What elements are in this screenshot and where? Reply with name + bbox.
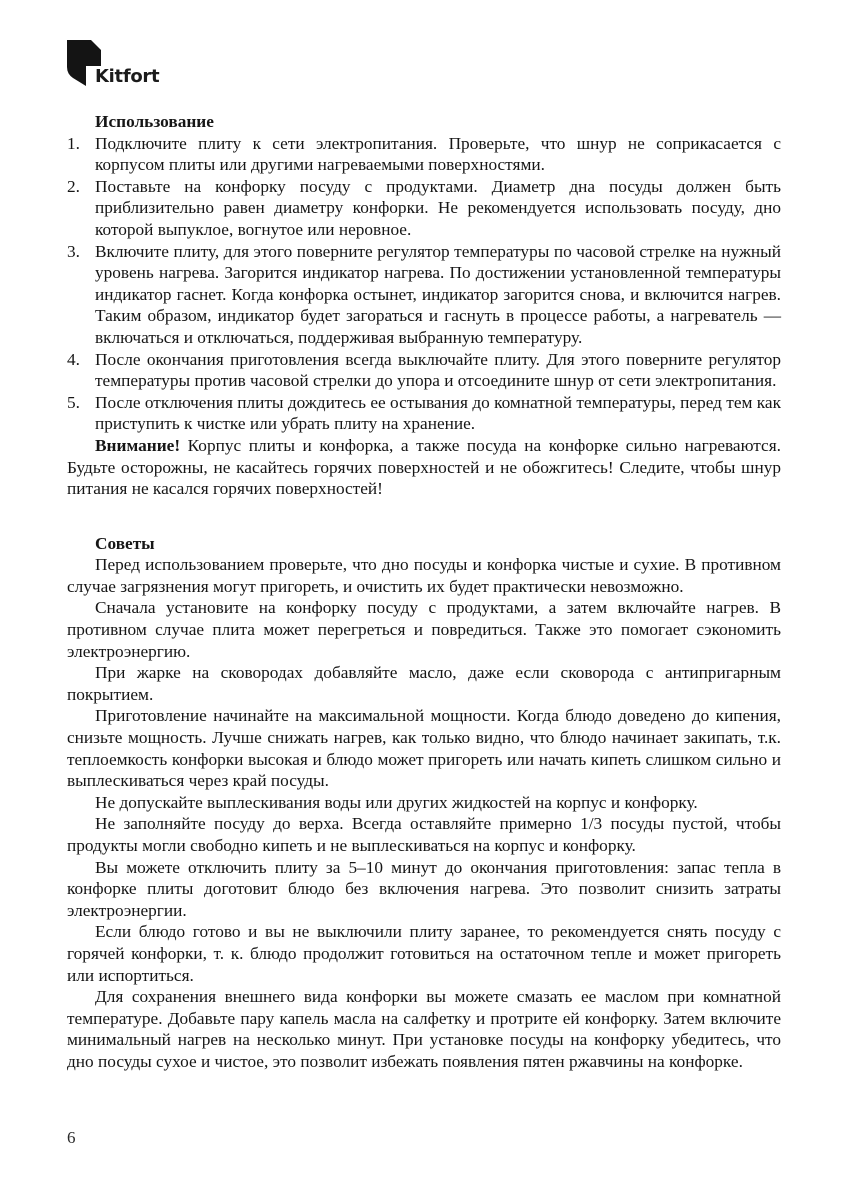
- usage-heading: Использование: [95, 112, 214, 131]
- warning-paragraph: [67, 435, 781, 500]
- list-item-text: Поставьте на конфорку посуду с продуктами. Диаметр дна посуды должен быть приблизительно равен диаметру конфорки. Не рекомендуется использовать посуду, дно которой выпуклое, вогнутое или неровное.: [95, 176, 781, 239]
- tip-paragraph: Приготовление начинайте на максимальной мощности. Когда блюдо доведено до кипения, снизьте мощность. Лучше снижать нагрев, как только видно, что блюдо начинает закипать, т.к. теплоемкость конфорки высокая и блюдо может пригореть или начать кипеть слишком сильно и выплескиваться через край посуды.: [67, 706, 781, 791]
- tips-section: [67, 533, 781, 1073]
- usage-steps-list: [67, 133, 781, 435]
- list-item-text: После окончания приготовления всегда выключайте плиту. Для этого поверните регулятор температуры против часовой стрелки до упора и отсоедините шнур от сети электропитания.: [95, 349, 781, 391]
- tip-paragraph: Сначала установите на конфорку посуду с продуктами, а затем включайте нагрев. В противном случае плита может перегреться и повредиться. Также это помогает сэкономить электроэнергию.: [67, 598, 781, 661]
- list-item-number: 5.: [67, 392, 80, 412]
- tip-paragraph: Не допускайте выплескивания воды или других жидкостей на корпус и конфорку.: [95, 792, 698, 812]
- tip-paragraph: Если блюдо готово и вы не выключили плиту заранее, то рекомендуется снять посуду с горячей конфорки, т. к. блюдо продолжит готовиться на остаточном тепле и может пригореть или испортиться.: [67, 922, 781, 985]
- section-spacer: [67, 500, 781, 533]
- tip-paragraph: Перед использованием проверьте, что дно посуды и конфорка чистые и сухие. В противном случае загрязнения могут пригореть, и очистить их будет практически невозможно.: [67, 555, 781, 596]
- list-item-number: 2.: [67, 176, 80, 196]
- page-number: 6: [67, 1128, 76, 1147]
- list-item-text: Подключите плиту к сети электропитания. Проверьте, что шнур не соприкасается с корпусом плиты или другими нагреваемыми поверхностями.: [95, 133, 781, 175]
- tip-paragraph: Не заполняйте посуду до верха. Всегда оставляйте примерно 1/3 посуды пустой, чтобы продукты могли свободно кипеть и не выплескиваться на корпус и конфорку.: [67, 814, 781, 855]
- warning-text: Корпус плиты и конфорка, а также посуда на конфорке сильно нагреваются. Будьте осторожны, не касайтесь горячих поверхностей и не обожгитесь! Следите, чтобы шнур питания не касался горячих поверхностей!: [67, 435, 781, 499]
- list-item-text: После отключения плиты дождитесь ее остывания до комнатной температуры, перед тем как приступить к чистке или убрать плиту на хранение.: [95, 392, 781, 434]
- list-item: [67, 241, 781, 349]
- usage-section: [67, 111, 781, 500]
- warning-label: Внимание!: [95, 435, 181, 455]
- tips-heading: Советы: [95, 533, 155, 553]
- list-item: [67, 176, 781, 241]
- tip-paragraph: Вы можете отключить плиту за 5–10 минут до окончания приготовления: запас тепла в конфорке плиты доготовит блюдо без включения нагрева. Это позволит снизить затраты электроэнергии.: [67, 857, 781, 920]
- tip-paragraph: Для сохранения внешнего вида конфорки вы можете смазать ее маслом при комнатной температуре. Добавьте пару капель масла на салфетку и протрите ей конфорку. Затем включите минимальный нагрев на несколько минут. При установке посуды на конфорку убедитесь, что дно посуды сухое и чистое, это позволит избежать появления пятен ржавчины на конфорке.: [67, 987, 781, 1071]
- kitfort-logo: [67, 40, 187, 90]
- brand-name: Kitfort: [95, 66, 160, 87]
- list-item: [67, 349, 781, 392]
- tip-paragraph: При жарке на сковородах добавляйте масло, даже если сковорода с антипригарным покрытием.: [67, 663, 781, 704]
- list-item-number: 3.: [67, 241, 80, 261]
- list-item-text: Включите плиту, для этого поверните регулятор температуры по часовой стрелке на нужный уровень нагрева. Загорится индикатор нагрева. По достижении установленной температуры индикатор гаснет. Когда конфорка остынет, индикатор загорится снова, и включится нагрев. Таким образом, индикатор будет загораться и гаснуть в процессе работы, а нагреватель — включаться и отключаться, поддерживая выбранную температуру.: [95, 241, 781, 347]
- list-item-number: 1.: [67, 133, 80, 153]
- list-item: [67, 133, 781, 176]
- list-item: [67, 392, 781, 435]
- page-content: [67, 111, 781, 1073]
- list-item-number: 4.: [67, 349, 80, 369]
